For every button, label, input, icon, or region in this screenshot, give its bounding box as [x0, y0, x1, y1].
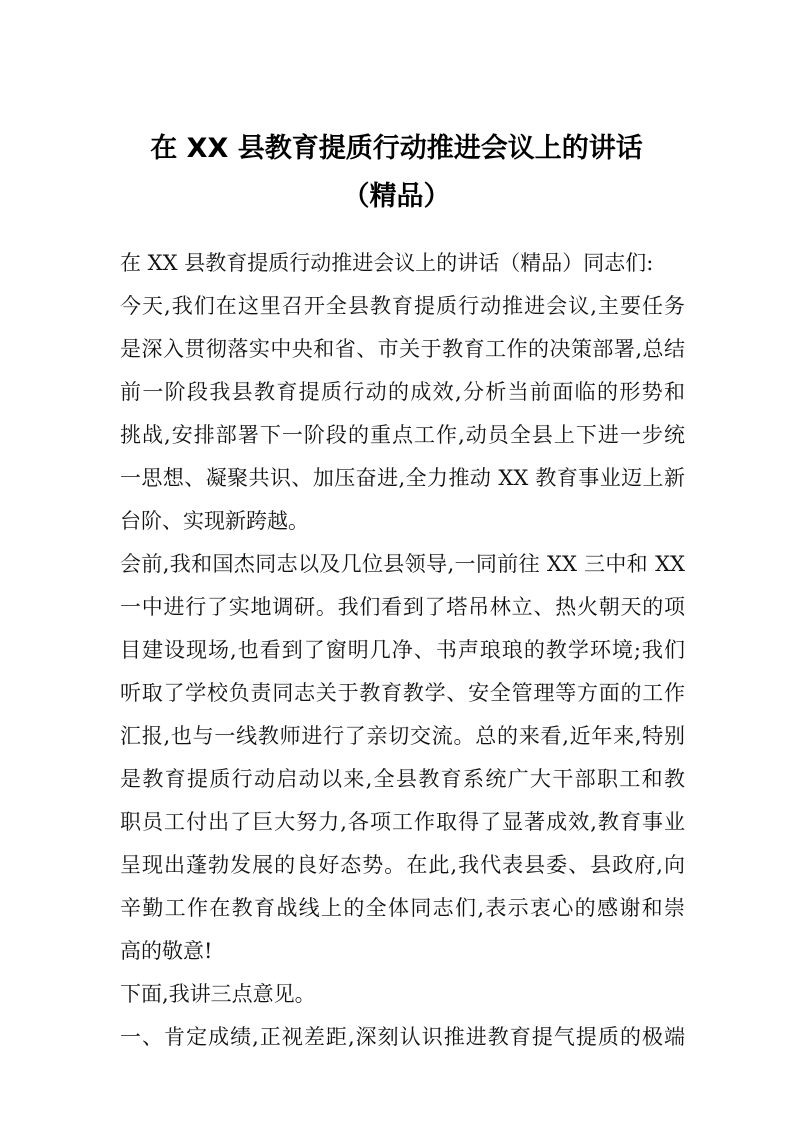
- text-line: 汇报,也与一线教师进行了亲切交流。总的来看,近年来,特别: [120, 724, 685, 748]
- text-line: 下面,我讲三点意见。: [120, 982, 316, 1006]
- text-line: 一思想、凝聚共识、加压奋进,全力推动 XX 教育事业迈上新: [120, 466, 685, 490]
- text-line: 一、肯定成绩,正视差距,深刻认识推进教育提气提质的极端: [120, 1025, 685, 1049]
- text-line: 是深入贯彻落实中央和省、市关于教育工作的决策部署,总结: [120, 337, 685, 361]
- text-line: 高的敬意!: [120, 939, 213, 963]
- paragraph: [120, 1016, 685, 1059]
- text-line: 职员工付出了巨大努力,各项工作取得了显著成效,教育事业: [120, 810, 685, 834]
- text-line: 一中进行了实地调研。我们看到了塔吊林立、热火朝天的项: [120, 595, 685, 619]
- text-line: 今天,我们在这里召开全县教育提质行动推进会议,主要任务: [120, 294, 685, 318]
- text-line: 呈现出蓬勃发展的良好态势。在此,我代表县委、县政府,向: [120, 853, 685, 877]
- text-line: 挑战,安排部署下一阶段的重点工作,动员全县上下进一步统: [120, 423, 685, 447]
- paragraph: [120, 242, 685, 285]
- text-line: 前一阶段我县教育提质行动的成效,分析当前面临的形势和: [120, 380, 685, 404]
- text-line: 是教育提质行动启动以来,全县教育系统广大干部职工和教: [120, 767, 685, 791]
- text-line: 听取了学校负责同志关于教育教学、安全管理等方面的工作: [120, 681, 685, 705]
- document-title-line-1: 在 XX 县教育提质行动推进会议上的讲话: [150, 133, 643, 164]
- document-title-line-2: （精品）: [342, 181, 451, 212]
- text-line: 会前,我和国杰同志以及几位县领导,一同前往 XX 三中和 XX: [120, 552, 685, 576]
- document-body: [120, 242, 685, 1059]
- paragraph: [120, 973, 685, 1016]
- paragraph: [120, 285, 685, 543]
- paragraph: [120, 543, 685, 973]
- text-line: 辛勤工作在教育战线上的全体同志们,表示衷心的感谢和崇: [120, 896, 685, 920]
- text-line: 在 XX 县教育提质行动推进会议上的讲话（精品）同志们:: [120, 251, 654, 275]
- text-line: 台阶、实现新跨越。: [120, 509, 309, 533]
- text-line: 目建设现场,也看到了窗明几净、书声琅琅的教学环境;我们: [120, 638, 685, 662]
